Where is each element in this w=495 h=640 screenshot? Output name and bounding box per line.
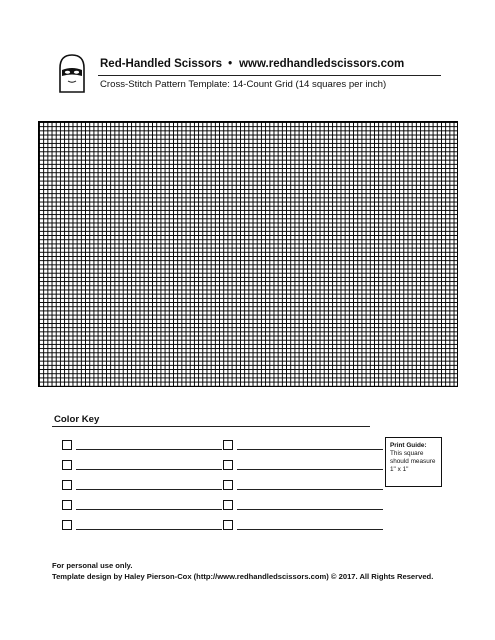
brand-name: Red-Handled Scissors: [100, 58, 223, 70]
print-guide-text: should measure: [390, 458, 436, 465]
print-guide-square: [385, 437, 442, 487]
color-key-row: [62, 500, 224, 510]
color-key-checkbox[interactable]: [223, 440, 233, 450]
color-key-row: [223, 500, 385, 510]
color-key-checkbox[interactable]: [223, 520, 233, 530]
color-key-row: [62, 520, 224, 530]
color-key-checkbox[interactable]: [62, 440, 72, 450]
color-key-blank-line: [237, 489, 383, 490]
color-key-row: [62, 460, 224, 470]
masked-face-icon: [54, 52, 90, 94]
brand-line: [100, 58, 404, 70]
color-key-checkbox[interactable]: [62, 460, 72, 470]
footer-copyright: Template design by Haley Pierson-Cox (http://www.redhandledscissors.com) © 2017. All Rights Reserved.: [52, 572, 434, 581]
footer-usage: For personal use only.: [52, 561, 133, 570]
page-subtitle: Cross-Stitch Pattern Template: 14-Count Grid (14 squares per inch): [100, 79, 387, 90]
color-key-blank-line: [237, 529, 383, 530]
header-divider: [98, 75, 441, 76]
separator-dot: •: [228, 58, 233, 70]
color-key-title: Color Key: [54, 414, 100, 425]
color-key-blank-line: [76, 489, 222, 490]
color-key-checkbox[interactable]: [223, 480, 233, 490]
color-key-blank-line: [237, 509, 383, 510]
color-key-checkbox[interactable]: [62, 520, 72, 530]
color-key-blank-line: [237, 469, 383, 470]
color-key-row: [223, 480, 385, 490]
print-guide-title: Print Guide:: [390, 442, 427, 449]
color-key-checkbox[interactable]: [62, 480, 72, 490]
color-key-row: [62, 440, 224, 450]
color-key-checkbox[interactable]: [223, 460, 233, 470]
color-key-row: [223, 460, 385, 470]
color-key-checkbox[interactable]: [223, 500, 233, 510]
color-key-blank-line: [76, 529, 222, 530]
color-key-divider: [52, 426, 370, 427]
color-key-blank-line: [76, 509, 222, 510]
print-guide-text: This square: [390, 450, 424, 457]
print-guide-text: 1" x 1": [390, 466, 409, 473]
color-key-row: [62, 480, 224, 490]
color-key-checkbox[interactable]: [62, 500, 72, 510]
brand-url: www.redhandledscissors.com: [239, 58, 405, 70]
cross-stitch-grid: [38, 121, 458, 387]
color-key-blank-line: [76, 469, 222, 470]
color-key-blank-line: [76, 449, 222, 450]
color-key-row: [223, 520, 385, 530]
color-key-blank-line: [237, 449, 383, 450]
color-key-row: [223, 440, 385, 450]
